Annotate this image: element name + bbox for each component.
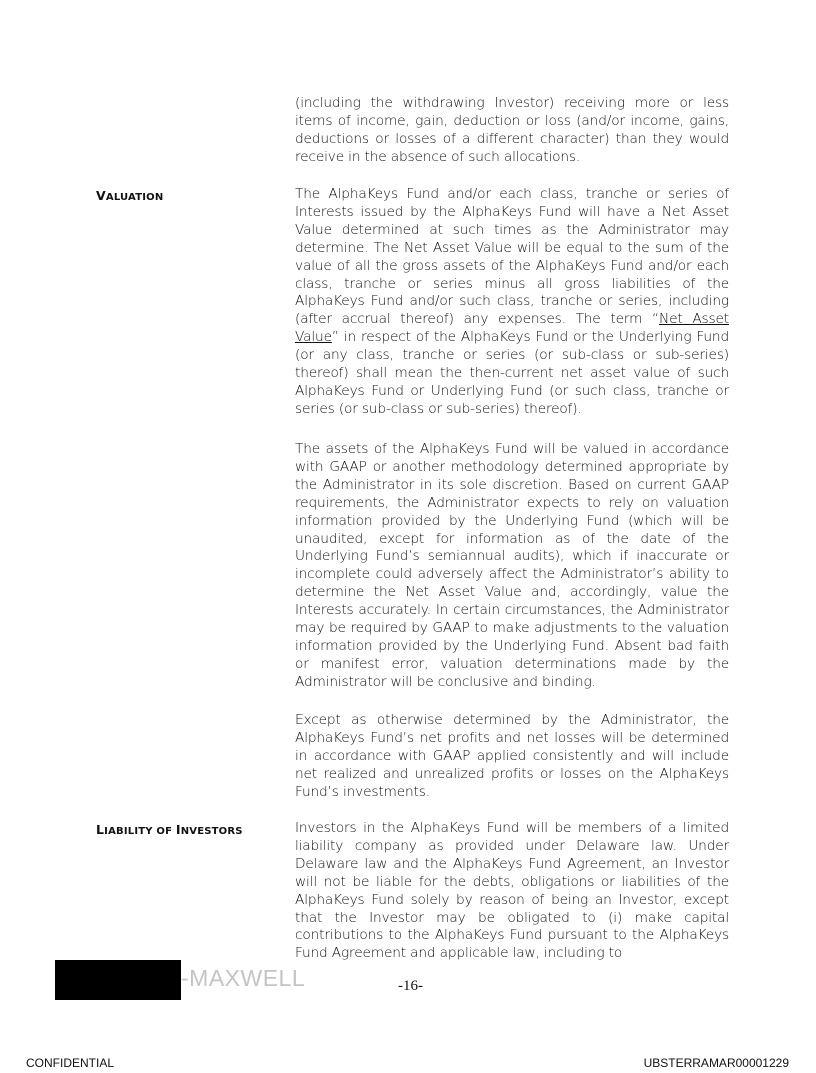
continuation-paragraph xyxy=(295,95,729,167)
maxwell-watermark: -MAXWELL xyxy=(181,965,306,991)
valuation-p1-end: ” in respect of the AlphaKeys Fund or the Underlying Fund (or any class, tranche or series (or sub-class or sub-series) thereof) shall mean the then-current net asset value of such AlphaKeys Fund or Underlying Fund (or such class, tranche or series (or sub-class or sub-series) thereof). xyxy=(295,329,729,417)
valuation-paragraph-3 xyxy=(295,712,729,802)
valuation-paragraph-2 xyxy=(295,441,729,692)
net-asset-value-term: Net Asset Value xyxy=(295,311,729,346)
valuation-heading xyxy=(96,188,163,203)
valuation-heading-initial: V xyxy=(96,188,106,203)
valuation-p1-start: The AlphaKeys Fund and/or each class, tranche or series of Interests issued by the AlphaKeys Fund will have a Net Asset Value determined at such times as the Administrator may determine. The Net Asset Value will be equal to the sum of the value of all the gross assets of the AlphaKeys Fund and/or each class, tranche or series minus all gross liabilities of the AlphaKeys Fund and/or such class, tranche or series, including (after accrual thereof) any expenses. The term “ xyxy=(295,186,729,328)
redaction-box xyxy=(55,960,181,1000)
continuation-text: (including the withdrawing Investor) receiving more or less items of income, gain, deduction or loss (and/or income, gains, deductions or losses of a different character) than they would receive in the absence of such allocations. xyxy=(295,95,729,165)
liability-heading-initial-2: I xyxy=(175,822,181,837)
valuation-paragraph-1 xyxy=(295,186,729,419)
bates-number: UBSTERRAMAR00001229 xyxy=(643,1056,789,1070)
liability-paragraph-1 xyxy=(295,820,729,963)
page-number: -16- xyxy=(398,978,423,994)
liability-heading-mid: IABILITY OF xyxy=(104,826,176,837)
liability-heading-initial: L xyxy=(96,822,105,837)
confidential-label: CONFIDENTIAL xyxy=(26,1056,115,1070)
liability-heading xyxy=(96,822,243,837)
valuation-heading-rest: ALUATION xyxy=(105,192,164,203)
liability-heading-rest: NVESTORS xyxy=(180,826,243,837)
liability-p1-text: Investors in the AlphaKeys Fund will be members of a limited liability company as provided under Delaware law. Under Delaware law and the AlphaKeys Fund Agreement, an Investor will not be liable for the debts, obligations or liabilities of the AlphaKeys Fund solely by reason of being an Investor, except that the Investor may be obligated to (i) make capital contributions to the AlphaKeys Fund pursuant to the AlphaKeys Fund Agreement and applicable law, including to xyxy=(295,820,729,962)
valuation-p2-text: The assets of the AlphaKeys Fund will be valued in accordance with GAAP or another methodology determined appropriate by the Administrator in its sole discretion. Based on current GAAP requirements, the Administrator expects to rely on valuation information provided by the Underlying Fund (which will be unaudited, except for information as of the date of the Underlying Fund’s semiannual audits), which if inaccurate or incomplete could adversely affect the Administrator’s ability to determine the Net Asset Value and, accordingly, value the Interests accurately. In certain circumstances, the Administrator may be required by GAAP to make adjustments to the valuation information provided by the Underlying Fund. Absent bad faith or manifest error, valuation determinations made by the Administrator will be conclusive and binding. xyxy=(295,441,729,690)
valuation-p3-text: Except as otherwise determined by the Administrator, the AlphaKeys Fund’s net profits and net losses will be determined in accordance with GAAP applied consistently and will include net realized and unrealized profits or losses on the AlphaKeys Fund’s investments. xyxy=(295,712,729,800)
